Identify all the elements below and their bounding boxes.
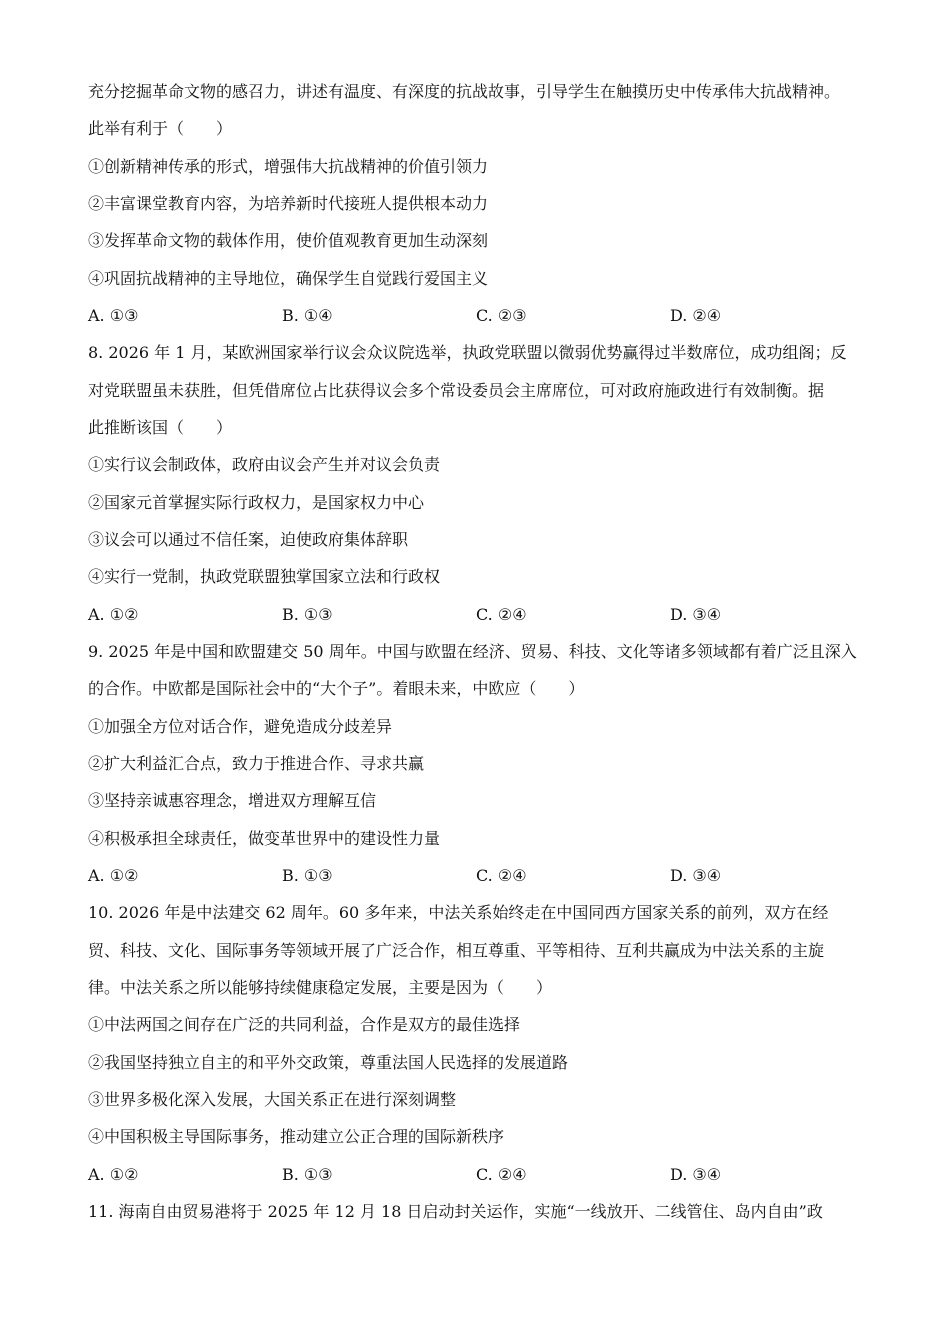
q7-stem-continued: 充分挖掘革命文物的感召力，讲述有温度、有深度的抗战故事，引导学生在触摸历史中传承伟大抗战精神。	[88, 82, 841, 101]
q8-choice-c[interactable]: C. ②④	[476, 605, 527, 624]
q9-answer-choices	[88, 866, 868, 886]
q10-answer-choices	[88, 1165, 868, 1185]
q7-option-4: ④巩固抗战精神的主导地位，确保学生自觉践行爱国主义	[88, 269, 489, 288]
q8-choice-a[interactable]: A. ①②	[88, 605, 139, 624]
q9-option-3: ③坚持亲诚惠容理念，增进双方理解互信	[88, 791, 377, 810]
q10-choice-a[interactable]: A. ①②	[88, 1165, 139, 1184]
q8-answer-choices	[88, 605, 868, 625]
q8-option-3: ③议会可以通过不信任案，迫使政府集体辞职	[88, 530, 409, 549]
q8-stem-line-1: 8. 2026 年 1 月，某欧洲国家举行议会众议院选举，执政党联盟以微弱优势赢得过半数席位，成功组阁；反	[88, 343, 847, 362]
q7-answer-choices	[88, 306, 868, 326]
q9-choice-c[interactable]: C. ②④	[476, 866, 527, 885]
q9-stem-line-1: 9. 2025 年是中国和欧盟建交 50 周年。中国与欧盟在经济、贸易、科技、文化等诸多领域都有着广泛且深入	[88, 642, 857, 661]
q9-option-1: ①加强全方位对话合作，避免造成分歧差异	[88, 717, 393, 736]
q8-choice-d[interactable]: D. ③④	[670, 605, 722, 624]
q10-stem-line-1: 10. 2026 年是中法建交 62 周年。60 多年来，中法关系始终走在中国同西方国家关系的前列，双方在经	[88, 903, 829, 922]
q10-choice-c[interactable]: C. ②④	[476, 1165, 527, 1184]
q7-choice-d[interactable]: D. ②④	[670, 306, 722, 325]
q9-stem-line-2: 的合作。中欧都是国际社会中的“大个子”。着眼未来，中欧应（ ）	[88, 679, 585, 698]
q10-choice-d[interactable]: D. ③④	[670, 1165, 722, 1184]
q10-stem-line-2: 贸、科技、文化、国际事务等领域开展了广泛合作，相互尊重、平等相待、互利共赢成为中法关系的主旋	[88, 941, 825, 960]
q7-stem-question: 此举有利于（ ）	[88, 119, 233, 138]
q8-option-1: ①实行议会制政体，政府由议会产生并对议会负责	[88, 455, 441, 474]
q9-option-4: ④积极承担全球责任，做变革世界中的建设性力量	[88, 829, 441, 848]
q8-option-2: ②国家元首掌握实际行政权力，是国家权力中心	[88, 493, 425, 512]
q10-option-1: ①中法两国之间存在广泛的共同利益，合作是双方的最佳选择	[88, 1015, 521, 1034]
q9-choice-b[interactable]: B. ①③	[282, 866, 333, 885]
q7-option-3: ③发挥革命文物的载体作用，使价值观教育更加生动深刻	[88, 231, 489, 250]
q8-option-4: ④实行一党制，执政党联盟独掌国家立法和行政权	[88, 567, 441, 586]
q7-choice-b[interactable]: B. ①④	[282, 306, 333, 325]
q9-choice-d[interactable]: D. ③④	[670, 866, 722, 885]
q8-stem-line-3: 此推断该国（ ）	[88, 418, 233, 437]
q7-choice-a[interactable]: A. ①③	[88, 306, 139, 325]
q10-choice-b[interactable]: B. ①③	[282, 1165, 333, 1184]
q10-stem-line-3: 律。中法关系之所以能够持续健康稳定发展，主要是因为（ ）	[88, 978, 553, 997]
q10-option-2: ②我国坚持独立自主的和平外交政策，尊重法国人民选择的发展道路	[88, 1053, 569, 1072]
q10-option-4: ④中国积极主导国际事务，推动建立公正合理的国际新秩序	[88, 1127, 505, 1146]
q8-choice-b[interactable]: B. ①③	[282, 605, 333, 624]
q9-choice-a[interactable]: A. ①②	[88, 866, 139, 885]
q10-option-3: ③世界多极化深入发展，大国关系正在进行深刻调整	[88, 1090, 457, 1109]
q7-option-1: ①创新精神传承的形式，增强伟大抗战精神的价值引领力	[88, 157, 489, 176]
q7-choice-c[interactable]: C. ②③	[476, 306, 527, 325]
q7-option-2: ②丰富课堂教育内容，为培养新时代接班人提供根本动力	[88, 194, 489, 213]
q9-option-2: ②扩大利益汇合点，致力于推进合作、寻求共赢	[88, 754, 425, 773]
q8-stem-line-2: 对党联盟虽未获胜，但凭借席位占比获得议会多个常设委员会主席席位，可对政府施政进行有效制衡。据	[88, 381, 825, 400]
q11-stem-line-1: 11. 海南自由贸易港将于 2025 年 12 月 18 日启动封关运作，实施“一线放开、二线管住、岛内自由”政	[88, 1202, 823, 1221]
